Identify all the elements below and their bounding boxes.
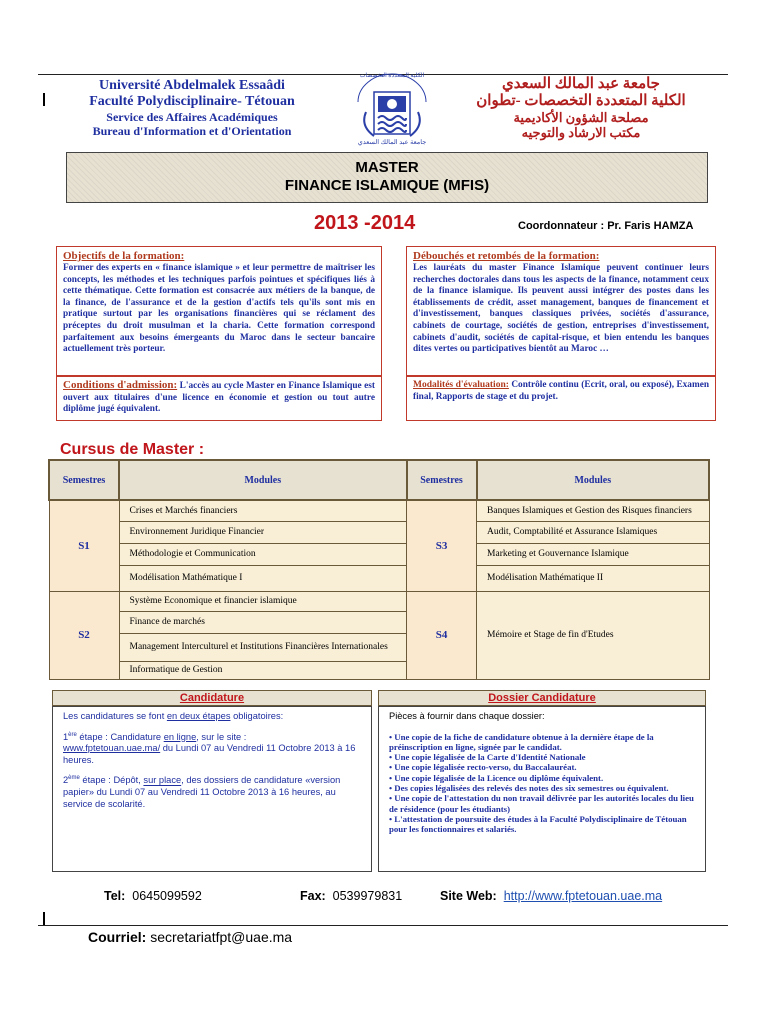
- candidature-intro: Les candidatures se font en deux étapes obligatoires:: [63, 711, 284, 721]
- logo-arabic-top: الكلية المتعددة التخصصات: [359, 73, 425, 79]
- debouches-text: Les lauréats du master Finance Islamique peuvent continuer leurs recherches doctorales dans tous les aspects de la finance, notamment ceux de la finance islamique. Ils peuvent aussi intégrer des postes dans les établissements de crédit, asset management, banques de financement et d'investissement, banques classiques privées, sociétés d'assurance, cabinets de courtage, sociétés de gestion, entreprises d'investissement, cabinets d'audit, sociétés de capital-risque, et bien entendu les banques dites vertes ou participatives bientôt au Maroc …: [413, 263, 709, 355]
- module-cell: Finance de marchés: [119, 611, 407, 633]
- dossier-intro: Pièces à fournir dans chaque dossier:: [389, 711, 545, 721]
- dossier-item: • Une copie de la fiche de candidature obtenue à la dernière étape de la préinscription en ligne, signée par le candidat.: [389, 731, 654, 752]
- conditions-box: [56, 376, 382, 421]
- objectifs-heading: Objectifs de la formation:: [63, 250, 185, 262]
- conditions-heading: Conditions d'admission:: [63, 379, 178, 391]
- footer-web: [440, 889, 662, 903]
- university-name: Université Abdelmalek Essaâdi: [99, 78, 285, 93]
- col-modules-2: Modules: [477, 460, 709, 500]
- header-french: [62, 78, 322, 138]
- modalites-text: Contrôle continu (Ecrit, oral, ou exposé), Examen final, Rapports de stage et du projet.: [413, 380, 709, 402]
- tel-label: Tel:: [104, 889, 126, 903]
- module-cell: Modélisation Mathématique I: [119, 565, 407, 591]
- university-name-ar: جامعة عبد المالك السعدي: [502, 76, 660, 92]
- title-line1: MASTER: [355, 159, 419, 176]
- faculty-logo: [350, 72, 434, 154]
- module-cell: Mémoire et Stage de fin d'Etudes: [477, 591, 709, 679]
- candidature-step1: 1ère étape : Candidature en ligne, sur le site : www.fptetouan.uae.ma/ du Lundi 07 au Vendredi 11 Octobre 2013 à 16 heures.: [63, 731, 356, 765]
- tel-value: 0645099592: [132, 889, 202, 903]
- footer-mail: [88, 929, 292, 945]
- faculty-name: Faculté Polydisciplinaire- Tétouan: [89, 94, 295, 109]
- dossier-item: • Une copie de l'attestation du non travail délivrée par les autorités locales du lieu de résidence (pour les étudiants): [389, 793, 694, 814]
- module-cell: Modélisation Mathématique II: [477, 565, 709, 591]
- title-box: [66, 152, 708, 203]
- module-cell: Banques Islamiques et Gestion des Risques financiers: [477, 500, 709, 521]
- dossier-item: • Une copie légalisée de la Carte d'Identité Nationale: [389, 752, 586, 763]
- cursor-mark-2: [43, 912, 45, 925]
- candidature-box: [52, 706, 372, 872]
- academic-year: 2013 -2014: [314, 212, 416, 234]
- footer-rule: [38, 925, 728, 926]
- semester-s4: S4: [407, 591, 477, 679]
- header-arabic: [446, 76, 716, 140]
- title-line2: FINANCE ISLAMIQUE (MFIS): [284, 177, 490, 194]
- semester-s1: S1: [49, 500, 119, 591]
- objectifs-box: [56, 246, 382, 376]
- candidature-heading: Candidature: [52, 690, 372, 706]
- module-cell: Management Interculturel et Institutions Financières Internationales: [119, 633, 407, 661]
- service-name: Service des Affaires Académiques: [106, 110, 278, 124]
- col-semestres-2: Semestres: [407, 460, 477, 500]
- dossier-heading: Dossier Candidature: [378, 690, 706, 706]
- semester-s3: S3: [407, 500, 477, 591]
- bureau-name: Bureau d'Information et d'Orientation: [92, 124, 292, 138]
- modalites-box: [406, 376, 716, 421]
- debouches-heading: Débouchés et retombés de la formation:: [413, 250, 600, 262]
- module-cell: Environnement Juridique Financier: [119, 521, 407, 543]
- col-semestres-1: Semestres: [49, 460, 119, 500]
- module-cell: Méthodologie et Communication: [119, 543, 407, 565]
- dossier-box: [378, 706, 706, 872]
- service-name-ar: مصلحة الشؤون الأكاديمية: [513, 110, 649, 125]
- fax-value: 0539979831: [332, 889, 403, 903]
- semester-s2: S2: [49, 591, 119, 679]
- logo-arabic-bottom: جامعة عبد المالك السعدي: [357, 139, 427, 146]
- module-cell: Informatique de Gestion: [119, 661, 407, 679]
- bureau-name-ar: مكتب الارشاد والتوجيه: [521, 125, 641, 140]
- dossier-item: • Des copies légalisées des relevés des notes des six semestres ou équivalent.: [389, 783, 669, 794]
- objectifs-text: Former des experts en « finance islamique » et leur permettre de maîtriser les concepts, les méthodes et les techniques parfois pointues et spécifiques liés à cette thématique. Cette formation est consacrée aux métiers de la banque, de la finance, de l'assurance et de la gestion d'actifs tels qu'ils sont mis en pratique surtout par les organisations financières qui se réclament des préceptes du droit musulman et la charia. Cette formation correspond parfaitement aux besoins émergeants du Maroc dans le secteur bancaire actuellement très porteur.: [63, 263, 375, 355]
- coordinator: Coordonnateur : Pr. Faris HAMZA: [518, 220, 694, 232]
- cursus-title: Cursus de Master :: [60, 441, 205, 458]
- web-label: Site Web:: [440, 889, 497, 903]
- footer-tel: [104, 889, 202, 903]
- footer-fax: [300, 889, 402, 903]
- candidature-step2: 2ème étape : Dépôt, sur place, des dossiers de candidature «version papier» du Lundi 07 au Vendredi 11 Octobre 2013 à 16 heures, au service de scolarité.: [63, 775, 341, 809]
- candidature-link[interactable]: www.fptetouan.uae.ma/: [63, 743, 161, 754]
- web-link[interactable]: http://www.fptetouan.uae.ma: [503, 889, 663, 903]
- modalites-heading: Modalités d'évaluation:: [413, 380, 509, 390]
- fax-label: Fax:: [300, 889, 326, 903]
- module-cell: Crises et Marchés financiers: [119, 500, 407, 521]
- conditions-text: L'accès au cycle Master en Finance Islamique est ouvert aux titulaires d'une licence en économie et gestion ou tout autre diplôme jugé équivalent.: [63, 381, 375, 415]
- faculty-name-ar: الكلية المتعددة التخصصات -تطوان: [476, 93, 686, 109]
- col-modules-1: Modules: [119, 460, 407, 500]
- dossier-item: • L'attestation de poursuite des études à la Faculté Polydisciplinaire de Tétouan pour les fonctionnaires et salariés.: [389, 813, 687, 835]
- debouches-box: [406, 246, 716, 376]
- module-cell: Marketing et Gouvernance Islamique: [477, 543, 709, 565]
- mail-label: Courriel:: [88, 929, 147, 945]
- module-cell: Système Economique et financier islamique: [119, 591, 407, 611]
- cursor-mark: [43, 93, 45, 106]
- dossier-item: • Une copie légalisée de la Licence ou diplôme équivalent.: [389, 772, 604, 783]
- module-cell: Audit, Comptabilité et Assurance Islamiques: [477, 521, 709, 543]
- cursus-table: [48, 459, 710, 680]
- mail-value: secretariatfpt@uae.ma: [150, 929, 293, 945]
- dossier-item: • Une copie légalisée recto-verso, du Baccalauréat.: [389, 762, 577, 773]
